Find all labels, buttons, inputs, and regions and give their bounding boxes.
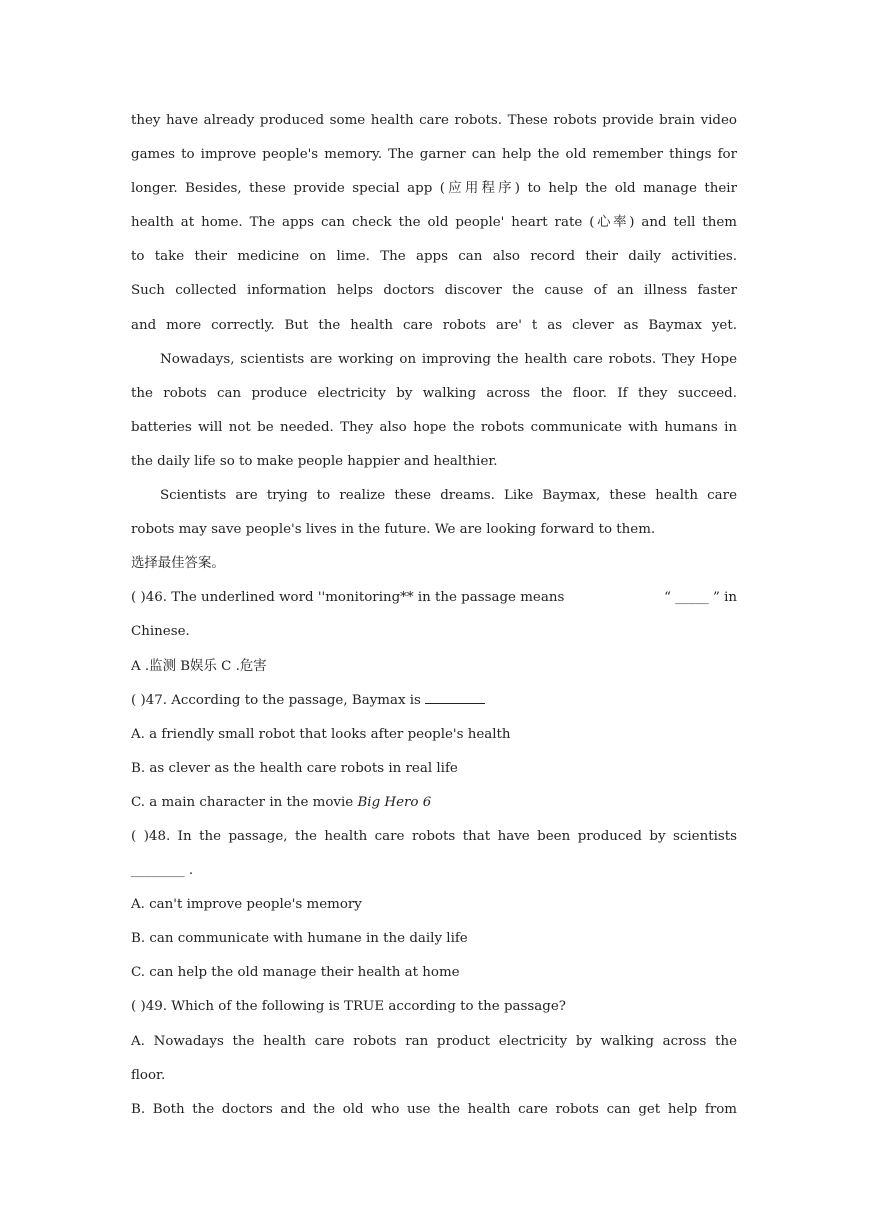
question-47-text: ( )47. According to the passage, Baymax is (131, 692, 421, 708)
document-page (131, 104, 737, 1127)
question-48-stem: ( )48. In the passage, the health care robots that have been produced by scientists (131, 828, 737, 844)
question-49-stem: ( )49. Which of the following is TRUE according to the passage? (131, 999, 566, 1015)
question-48-option-c: C. can help the old manage their health at home (131, 965, 460, 981)
instruction: 选择最佳答案。 (131, 556, 225, 572)
question-46-options: A .监测 B娱乐 C .危害 (131, 658, 267, 674)
question-49-option-a-line-2: floor. (131, 1067, 166, 1083)
passage-line-12: Scientists are trying to realize these dreams. Like Baymax, these health care (160, 488, 737, 504)
passage-line-10: batteries will not be needed. They also hope the robots communicate with humans in (131, 419, 737, 435)
question-48-option-b: B. can communicate with humane in the daily life (131, 931, 468, 947)
question-46-stem (131, 581, 737, 615)
question-47-option-a: A. a friendly small robot that looks after people's health (131, 726, 511, 742)
passage-line-13: robots may save people's lives in the future. We are looking forward to them. (131, 522, 656, 538)
question-47-option-c (131, 786, 737, 820)
passage-line-11: the daily life so to make people happier and healthier. (131, 453, 498, 469)
passage-line-2: games to improve people's memory. The garner can help the old remember things for (131, 147, 737, 163)
passage-line-7: and more correctly. But the health care robots are' t as clever as Baymax yet. (131, 317, 737, 333)
question-48-blank: ________ . (131, 863, 194, 879)
passage-line-1: they have already produced some health care robots. These robots provide brain video (131, 113, 737, 128)
movie-title: Big Hero 6 (357, 794, 432, 810)
question-48-option-a: A. can't improve people's memory (131, 897, 362, 913)
question-49-option-b-line-1: B. Both the doctors and the old who use the health care robots can get help from (131, 1101, 737, 1117)
passage-line-4: health at home. The apps can check the old people' heart rate (心率) and tell them (131, 215, 737, 231)
question-46-right: “ _____ ” in (664, 590, 737, 606)
question-47-option-b: B. as clever as the health care robots in real life (131, 760, 458, 776)
passage-line-5: to take their medicine on lime. The apps can also record their daily activities. (131, 249, 737, 265)
question-49-option-a-line-1: A. Nowadays the health care robots ran product electricity by walking across the (131, 1033, 737, 1049)
question-46-left: ( )46. The underlined word ''monitoring** in the passage means (131, 590, 565, 606)
answer-blank (425, 691, 485, 704)
option-c-text: C. a main character in the movie (131, 794, 354, 810)
question-46-continuation: Chinese. (131, 624, 190, 640)
question-47-stem (131, 684, 737, 718)
passage-line-8: Nowadays, scientists are working on improving the health care robots. They Hope (160, 351, 737, 367)
passage-line-3: longer. Besides, these provide special app (应用程序) to help the old manage their (131, 181, 737, 197)
passage-line-9: the robots can produce electricity by walking across the floor. If they succeed. (131, 385, 737, 401)
passage-line-6: Such collected information helps doctors discover the cause of an illness faster (131, 283, 737, 299)
